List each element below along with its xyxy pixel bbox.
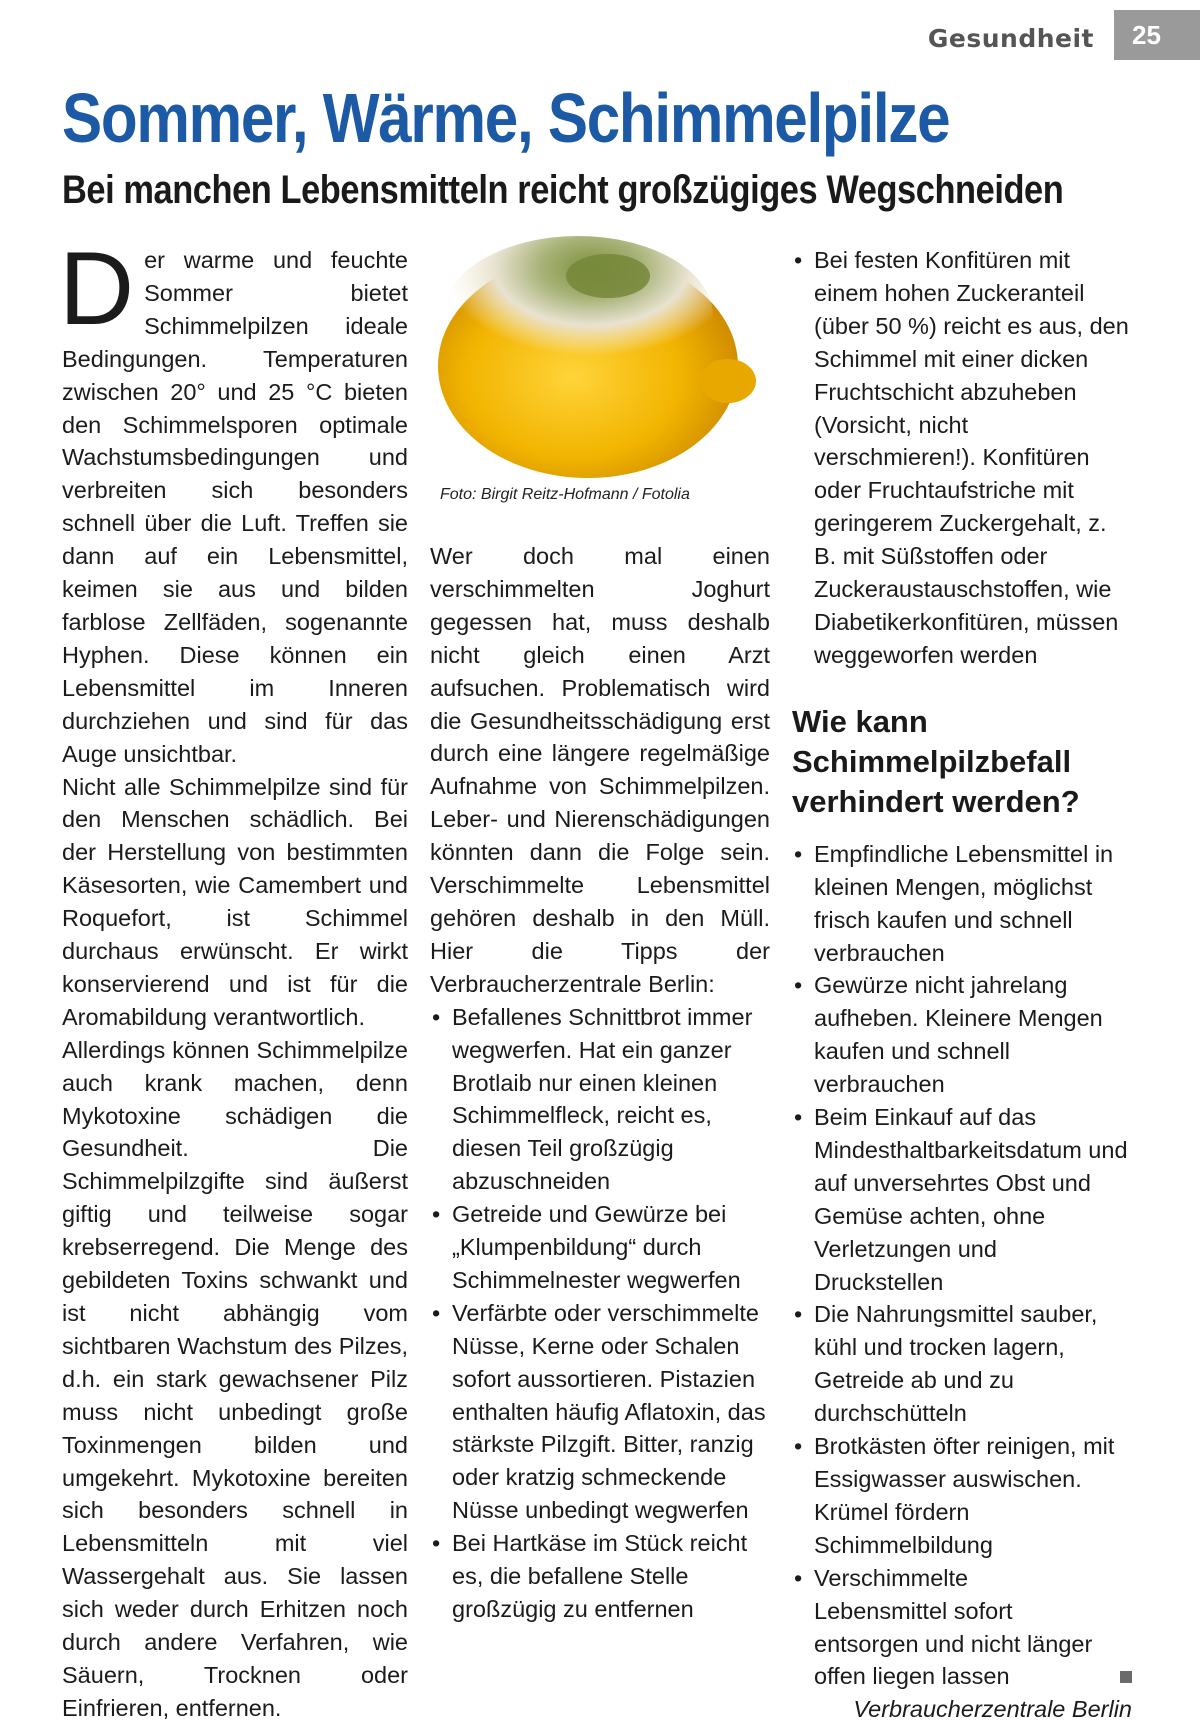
paragraph-2: Nicht alle Schimmelpilze sind für den Menschen schädlich. Bei der Herstellung von bestimmten Käsesorten, wie Camembert und Roquefort, ist Schimmel durchaus erwünscht. Er wirkt konservierend und ist für die Aromabildung verantwortlich. [62,773,408,1030]
tips-list-continued [792,244,1132,672]
list-item: • Beim Einkauf auf das Mindesthaltbarkeitsdatum und auf unversehrtes Obst und Gemüse achten, ohne Verletzungen und Druckstellen [792,1101,1132,1298]
intro-text: er warme und feuchte Sommer bietet Schimmelpilzen ideale Bedingungen. Temperaturen zwischen 20° und 25 °C bieten den Schimmelsporen optimale Wachstumsbedingungen und verbreiten sich besonders schnell über die Luft. Treffen sie dann auf ein Lebensmittel, keimen sie aus und bilden farblose Zellfäden, sogenannte Hyphen. Diese können ein Lebensmittel im Inneren durchziehen und sind für das Auge unsichtbar. [62,247,408,767]
drop-cap: D [59,231,135,347]
list-item: • Empfindliche Lebensmittel in kleinen Mengen, möglichst frisch kaufen und schnell verbrauchen [792,838,1132,970]
list-item: • Bei festen Konfitüren mit einem hohen Zuckeranteil (über 50 %) reicht es aus, den Schimmel mit einer dicken Fruchtschicht abzuheben (Vorsicht, nicht verschmieren!). Konfitüren oder Fruchtaufstriche mit geringerem Zuckergehalt, z. B. mit Süßstoffen oder Zuckeraustauschstoffen, wie Diabetikerkonfitüren, müssen weggeworfen werden [792,244,1132,672]
lemon-tip [700,359,756,403]
page-number: 25 [1114,10,1200,60]
list-item: • Brotkästen öfter reinigen, mit Essigwasser auswischen. Krümel fördern Schimmelbildung [792,1430,1132,1562]
list-item: • Bei Hartkäse im Stück reicht es, die befallene Stelle großzügig zu entfernen [430,1527,770,1626]
article-source: Verbraucherzentrale Berlin [853,1696,1132,1723]
column-1 [59,231,408,1725]
prevention-list [792,838,1132,1694]
page-header [928,18,1200,58]
photo-credit: Foto: Birgit Reitz-Hofmann / Fotolia [440,486,690,503]
column-3 [792,244,1132,1726]
prevention-heading: Wie kann Schimmelpilzbefall verhindert werden? [792,703,1080,819]
tips-list [430,1001,770,1626]
list-item: • Befallenes Schnittbrot immer wegwerfen. Hat ein ganzer Brotlaib nur einen kleinen Schimmelfleck, reicht es, diesen Teil großzügig abzuschneiden [430,1001,770,1198]
intro-paragraph [59,231,408,771]
mold-patch [443,236,713,396]
list-item: • Die Nahrungsmittel sauber, kühl und trocken lagern, Getreide ab und zu durchschütteln [792,1298,1132,1430]
list-item [792,1562,1132,1694]
list-item-text: Verschimmelte Lebensmittel sofort entsorgen und nicht länger offen liegen lassen [814,1564,1093,1690]
column-2 [430,540,770,1626]
article-subtitle: Bei manchen Lebensmitteln reicht großzügiges Wegschneiden [62,168,1064,212]
paragraph-3: Allerdings können Schimmelpilze auch krank machen, denn Mykotoxine schädigen die Gesundheit. Die Schimmelpilzgifte sind äußerst giftig und teilweise sogar krebserregend. Die Menge des gebildeten Toxins schwankt und ist nicht abhängig vom sichtbaren Wachstum des Pilzes, d.h. ein stark gewachsener Pilz muss nicht unbedingt große Toxinmengen bilden und umgekehrt. Mykotoxine bereiten sich besonders schnell in Lebensmitteln mit viel Wassergehalt aus. Sie lassen sich weder durch Erhitzen noch durch andere Verfahren, wie Säuern, Trocknen oder Einfrieren, entfernen. [62,1036,408,1721]
list-item: • Getreide und Gewürze bei „Klumpenbildung“ durch Schimmelnester wegwerfen [430,1198,770,1297]
list-item: • Gewürze nicht jahrelang aufheben. Kleinere Mengen kaufen und schnell verbrauchen [792,969,1132,1101]
moldy-lemon-photo [428,236,778,486]
article-title: Sommer, Wärme, Schimmelpilze [62,79,950,157]
tips-intro: Wer doch mal einen verschimmelten Joghurt gegessen hat, muss deshalb nicht gleich einen Arzt aufsuchen. Problematisch wird die Gesundheitsschädigung erst durch eine längere regelmäßige Aufnahme von Schimmelpilzen. Leber- und Nierenschädigungen könnten dann die Folge sein. Verschimmelte Lebensmittel gehören deshalb in den Müll. Hier die Tipps der Verbraucherzentrale Berlin: [430,543,770,997]
end-of-article-square-icon [1120,1671,1132,1683]
list-item: • Verfärbte oder verschimmelte Nüsse, Kerne oder Schalen sofort aussortieren. Pistazien enthalten häufig Aflatoxin, das stärkste Pilzgift. Bitter, ranzig oder kratzig schmeckende Nüsse unbedingt wegwerfen [430,1297,770,1527]
section-label: Gesundheit [927,23,1094,53]
green-mold-spot [566,254,650,298]
